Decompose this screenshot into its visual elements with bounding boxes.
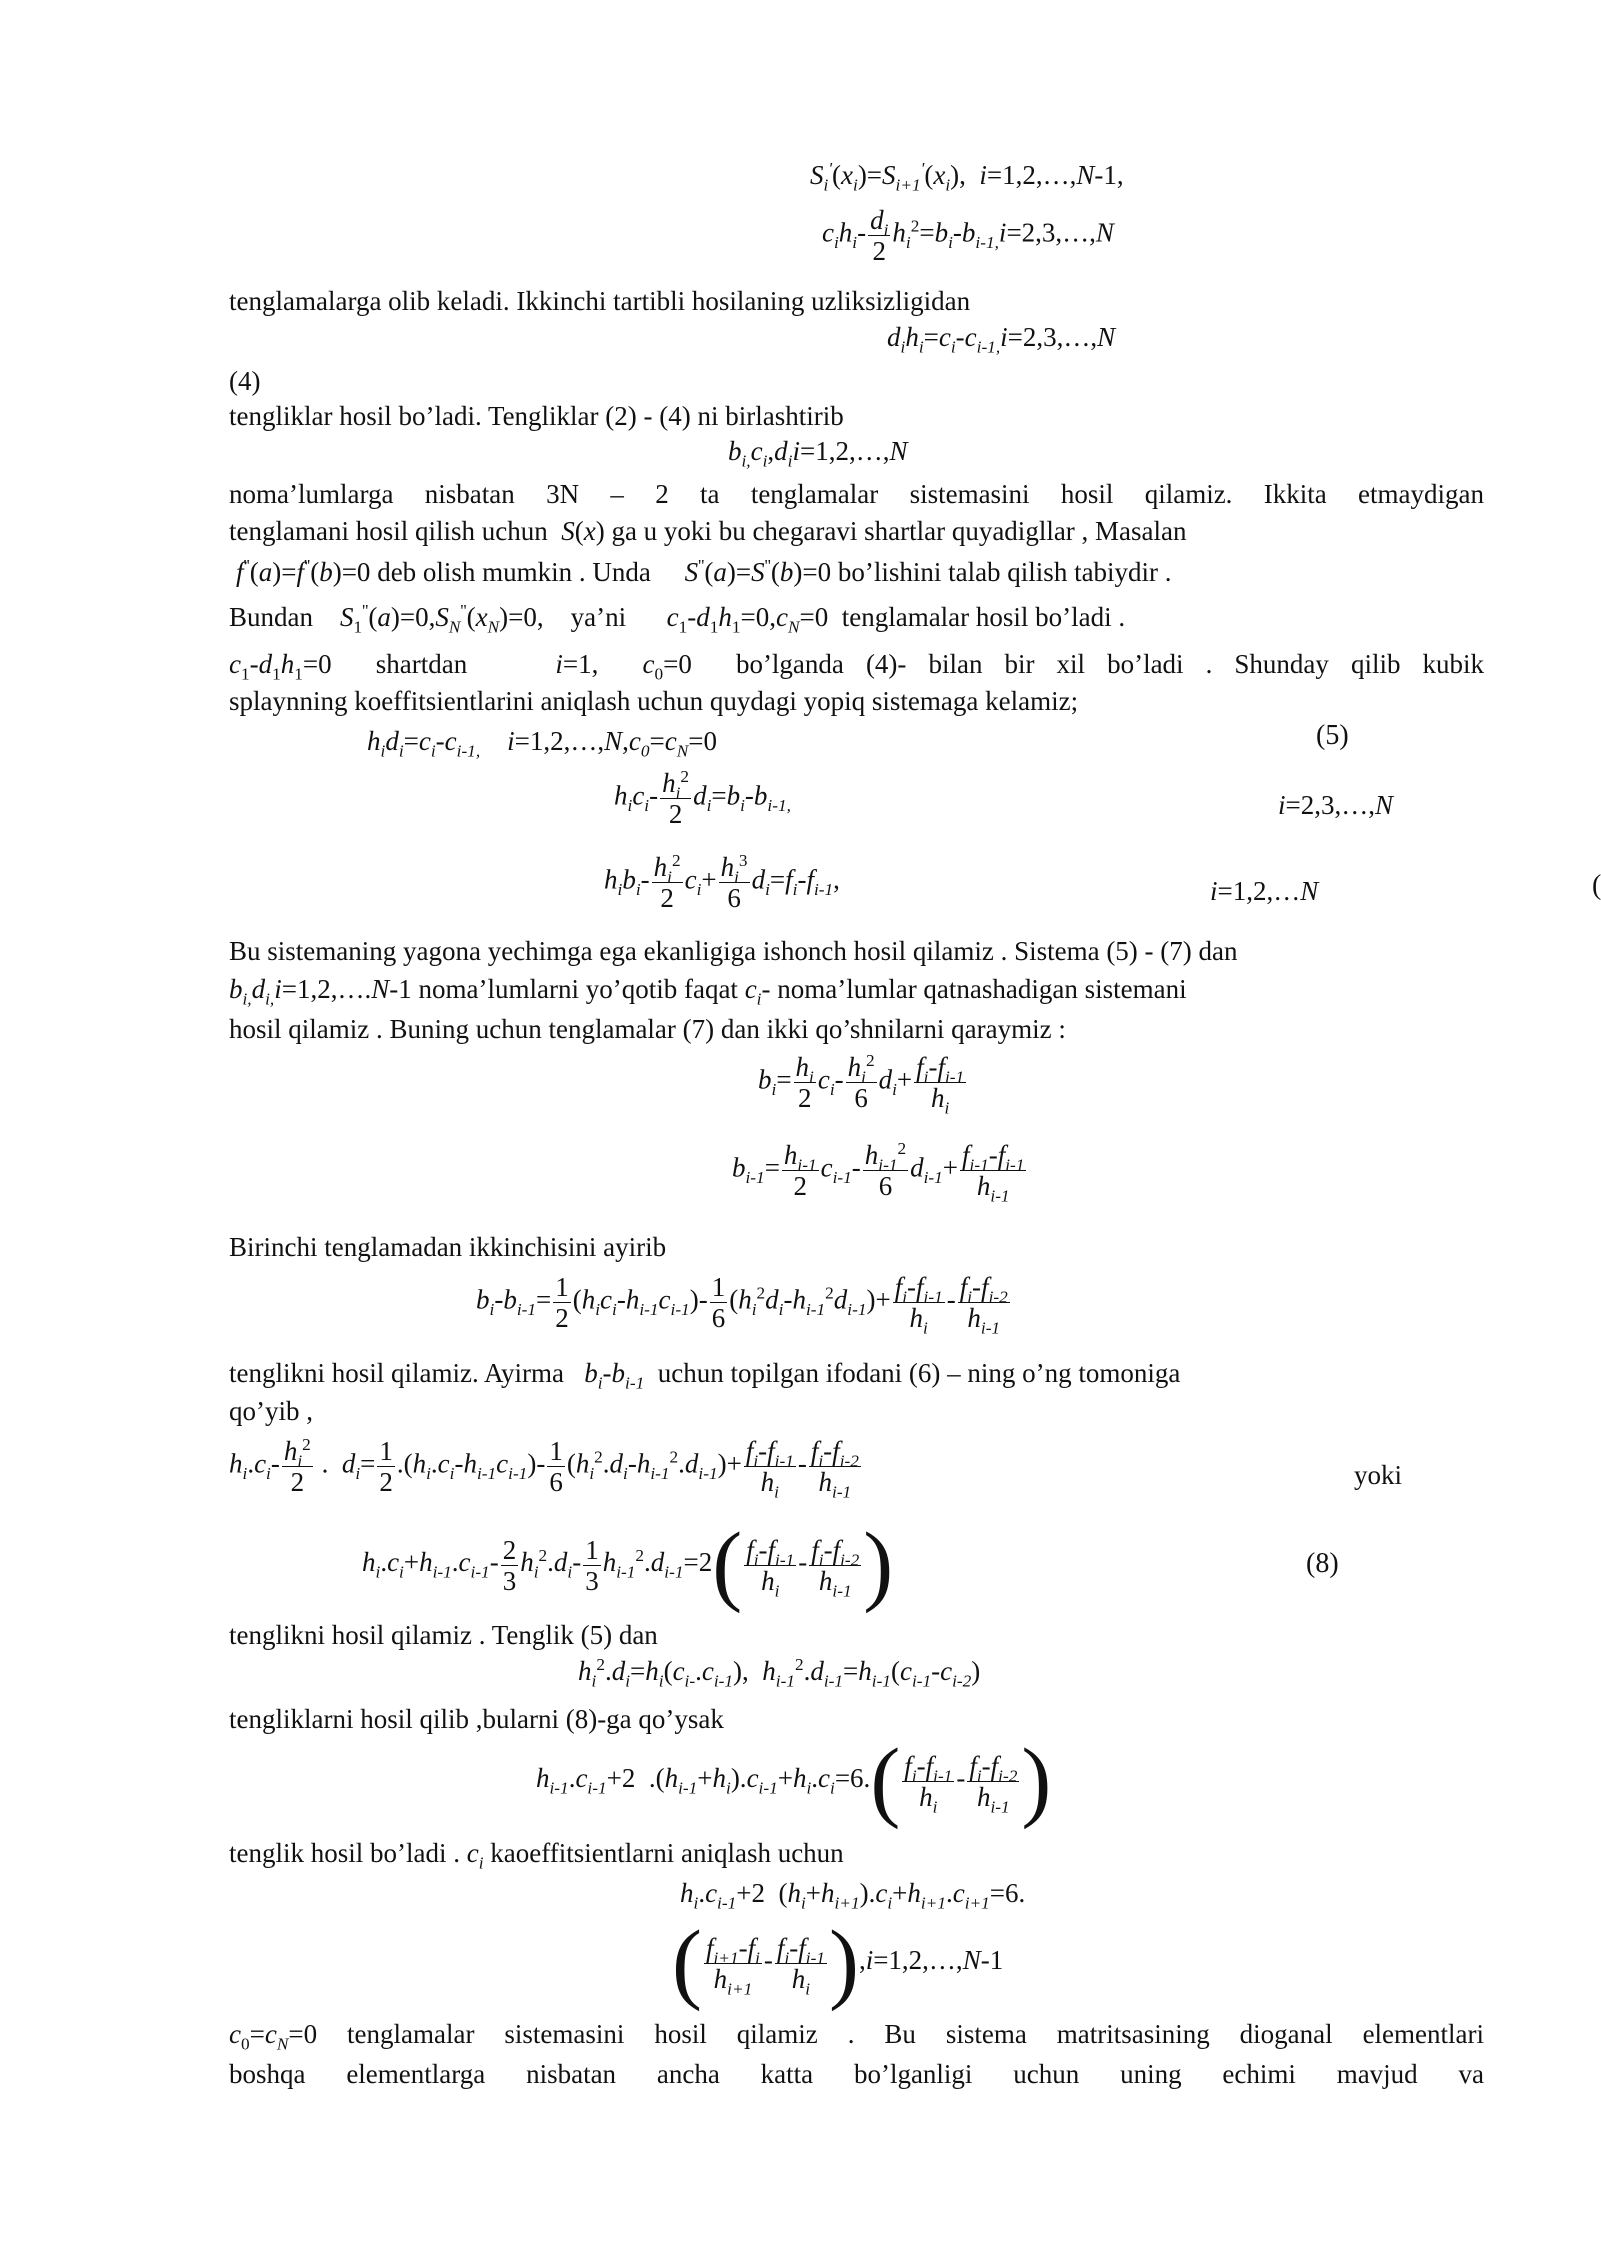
equation-system-5: $h_id_i=c_i-c_{i-1,}$ $i=1,2,\dots,N,c_0=c_N=0$: [367, 726, 718, 761]
paragraph-text-inline: tenglikni hosil qilamiz. Ayirma $b_i-b_{i-1}$ uchun topilgan ifodani (6) – ning o’ng tomoniga: [229, 1358, 1181, 1393]
equation-number-5: (5): [1316, 720, 1349, 751]
paragraph-text: tengliklarni hosil qilib ,bularni (8)-ga qo’ysak: [229, 1704, 724, 1734]
paragraph-text-inline: $c_0=c_N=0$ tenglamalar sistemasini hosil qilamiz . Bu sistema matritsasining dioganal elementlari: [229, 2019, 1485, 2054]
paragraph-text: noma’lumlarga nisbatan 3N – 2 ta tenglamalar sistemasini hosil qilamiz. Ikkita etmaydigan: [229, 479, 1484, 509]
equation-first-derivative-continuity: $S_i'(x_i)=S_{i+1}'(x_i)$, i=1,2,…,N-1,: [810, 159, 1124, 195]
paragraph-text: hosil qilamiz . Buning uchun tenglamalar (7) dan ikki qo’shnilarni qaraymiz :: [229, 1014, 1066, 1044]
paragraph-text-inline: tenglik hosil bo’ladi . $c_i$ kaoeffitsientlarni aniqlash uchun: [229, 1838, 844, 1873]
equation-b-i-minus-1: $b_{i-1}=$ $\frac{h_{i-1}}{2}$ $c_{i-1}-$ $\frac{h_{i-1}^2}{6}$ $d_{i-1}+$ $\frac{f_{i-1}-f_{i-1}}{h_{i-1}}$: [732, 1139, 1025, 1206]
equation-number-8: (8): [1306, 1548, 1339, 1579]
equation-d-h: $d_ih_i=c_i-c_{i-1,}i=2,3,\dots,N$: [887, 322, 1116, 357]
paragraph-text: tenglikni hosil qilamiz . Tenglik (5) dan: [229, 1620, 658, 1650]
paragraph-text: tengliklar hosil bo’ladi. Tengliklar (2) - (4) ni birlashtirib: [229, 401, 844, 431]
equation-system-7: $h_ib_i-$ $\frac{h_i^2}{2}$ $c_i+$ $\frac{h_i^3}{6}$ $d_i=f_i-f_{i-1}$,: [604, 851, 840, 913]
equation-system-6-range: i=2,3,…,N: [1278, 790, 1394, 820]
equation-number-7-cut: (: [1592, 870, 1601, 901]
equation-tridiagonal-2: $h_i.c_{i-1}+2$ $(h_i+h_{i+1}).c_i+h_{i+1}.c_{i+1}=6$.: [680, 1878, 1026, 1913]
paragraph-text: boshqa elementlarga nisbatan ancha katta bo’lganligi uchun uning echimi mavjud va: [229, 2059, 1484, 2089]
paragraph-text-inline: Bundan $S_1''(a)=0,S_N''(x_N)=0$, ya’ni $c_1-d_1h_1=0,c_N=0$ tenglamalar hosil bo’ladi .: [229, 601, 1126, 637]
paragraph-text: qo’yib ,: [229, 1396, 313, 1426]
equation-8: $h_i.c_i+h_{i-1}.c_{i-1}-$ $\frac{2}{3}$ $h_i^2.d_i-$ $\frac{1}{3}$ $h_{i-1}^2.d_{i-1}=2$( $\frac{f_i-f_{i-1}}{h_i}$ - $\frac{f_i-f_{i-2}}{h_{i-1}}$ ): [362, 1515, 894, 1614]
paragraph-text-inline: $c_1-d_1h_1=0$ shartdan i=1, $c_0=0$ bo’lganda (4)- bilan bir xil bo’ladi . Shunday qilib kubik: [229, 649, 1485, 684]
paragraph-text: Bu sistemaning yagona yechimga ega ekanligiga ishonch hosil qilamiz . Sistema (5) - (7) dan: [229, 936, 1238, 966]
equation-system-7-range: i=1,2,…N: [1210, 876, 1319, 906]
equation-from-5: $h_i^2.d_i=h_i(c_{i-}.c_{i-1})$, $h_{i-1}^2.d_{i-1}=h_{i-1}(c_{i-1}-c_{i-2})$: [578, 1655, 981, 1691]
equation-tridiagonal-2-rhs: ( $\frac{f_{i+1}-f_i}{h_{i+1}}$ - $\frac{f_i-f_{i-1}}{h_i}$ ),i=1,2,…,N-1: [672, 1913, 1004, 2012]
paragraph-text-inline: tenglamani hosil qilish uchun S(x) ga u yoki bu chegaravi shartlar quyadigllar , Masalan: [229, 516, 1187, 546]
equation-c-h-d: $c_ih_i-$ $\frac{d_i}{2}$ $h_i^2=b_i-b_{i-1,}i=2,3,\dots,N$: [822, 205, 1114, 266]
equation-substituted: $h_i.c_i-$ $\frac{h_i^2}{2}$ . $d_i=$ $\frac{1}{2}$ $.(h_i.c_i-h_{i-1}c_{i-1})-$ $\frac{1}{6}$ $(h_i^2.d_i-h_{i-1}^2.d_{i-1})+$ $\frac{f_i-f_{i-1}}{h_i}$ - $\frac{f_i-f_{i-2}}{h_{i-1}}$: [229, 1435, 859, 1502]
equation-unknowns: $b_{i,}c_i,d_ii=1,2,\dots,N$: [728, 436, 908, 471]
paragraph-text-inline: $b_{i,}d_{i,}i=1,2,\dots.N-1$ noma’lumlarni yo’qotib faqat $c_i-$ noma’lumlar qatnashadigan sistemani: [229, 974, 1187, 1009]
paragraph-text: splaynning koeffitsientlarini aniqlash uchun quydagi yopiq sistemaga kelamiz;: [229, 686, 1079, 716]
equation-tridiagonal-1: $h_{i-1}.c_{i-1}+2$ $.(h_{i-1}+h_i).c_{i-1}+h_i.c_i=6$.( $\frac{f_i-f_{i-1}}{h_i}$ - $\frac{f_i-f_{i-2}}{h_{i-1}}$ ): [536, 1731, 1052, 1830]
equation-b-i: $b_i=$ $\frac{h_i}{2}$ $c_i-$ $\frac{h_i^2}{6}$ $d_i+$ $\frac{f_i-f_{i-1}}{h_i}$: [758, 1051, 965, 1118]
equation-system-6: $h_ic_i-$ $\frac{h_i^2}{2}$ $d_i=b_i-b_{i-1,}$: [614, 767, 791, 829]
paragraph-text-inline: f''(a)=f''(b)=0 deb olish mumkin . Unda S''(a)=S''(b)=0 bo’lishini talab qilish tabiydir .: [236, 556, 1172, 587]
paragraph-text: tenglamalarga olib keladi. Ikkinchi tartibli hosilaning uzliksizligidan: [229, 286, 971, 316]
equation-number: (4): [229, 366, 261, 396]
paragraph-text: Birinchi tenglamadan ikkinchisini ayirib: [229, 1232, 667, 1262]
equation-b-difference: $b_i-b_{i-1}=$ $\frac{1}{2}$ $(h_ic_i-h_{i-1}c_{i-1})-$ $\frac{1}{6}$ $(h_i^2d_i-h_{i-1}^2d_{i-1})+$ $\frac{f_i-f_{i-1}}{h_i}$ - $\frac{f_i-f_{i-2}}{h_{i-1}}$: [476, 1272, 1008, 1338]
paragraph-text: yoki: [1354, 1460, 1403, 1490]
